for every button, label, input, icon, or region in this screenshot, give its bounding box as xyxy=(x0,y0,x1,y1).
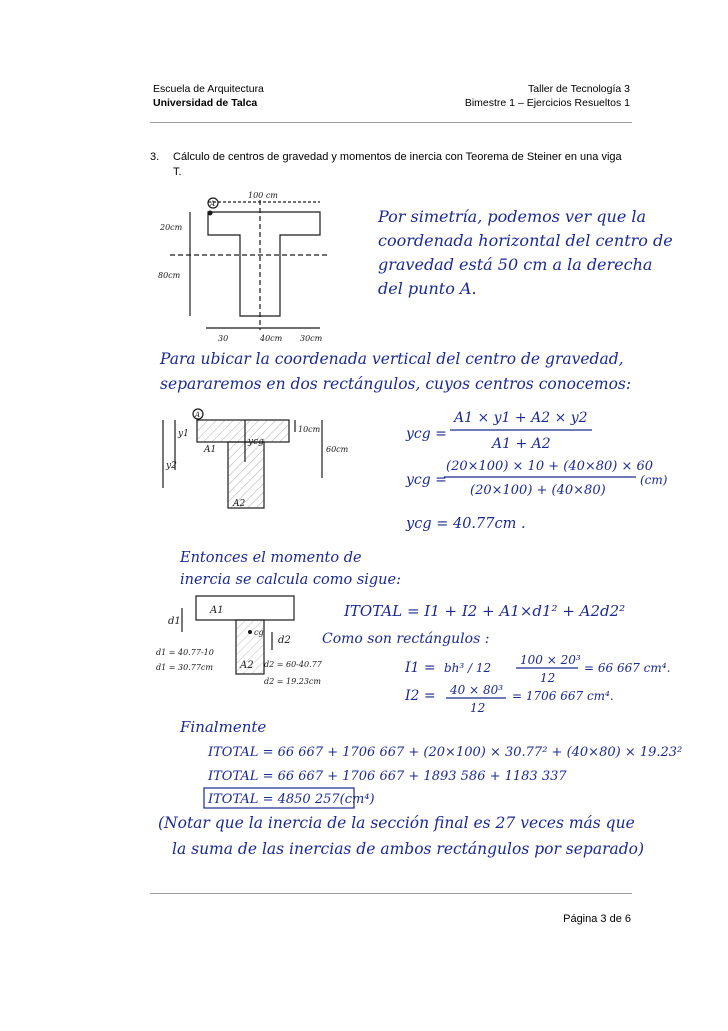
moment-line-1: Entonces el momento de xyxy=(180,550,362,566)
fig3-d1a: d1 = 40.77-10 xyxy=(156,648,214,657)
eq1-lhs: ycg = xyxy=(406,426,447,442)
fig2-dim60: 60cm xyxy=(326,445,349,454)
problem-number: 3. xyxy=(150,151,160,163)
final-calculation xyxy=(204,745,682,808)
vertical-line-2: separaremos en dos rectángulos, cuyos centros conocemos: xyxy=(160,375,632,393)
fig2-y1: y1 xyxy=(178,429,189,439)
note-line-1: (Notar que la inercia de la sección final es 27 veces más que xyxy=(158,814,635,832)
eq2-den: (20×100) + (40×80) xyxy=(470,483,606,498)
fig2-point-a: A xyxy=(195,411,201,419)
university-name: Universidad de Talca xyxy=(153,97,258,109)
fig3-a1: A1 xyxy=(210,605,224,616)
rectangles-note: Como son rectángulos : xyxy=(322,631,490,647)
i2-den: 12 xyxy=(470,701,486,715)
eq3-result: ycg = 40.77cm . xyxy=(406,516,526,532)
point-a-label: A xyxy=(210,200,216,208)
eq2-num: (20×100) × 10 + (40×80) × 60 xyxy=(446,459,654,474)
fig3-d2b: d2 = 19.23cm xyxy=(264,677,321,686)
eq2-lhs: ycg = xyxy=(406,472,447,488)
symmetry-paragraph xyxy=(377,207,673,298)
i1-num: 100 × 20³ xyxy=(520,653,581,667)
symmetry-line-2: coordenada horizontal del centro de xyxy=(378,231,673,250)
i2-num: 40 × 80³ xyxy=(450,683,504,697)
course-subtitle: Bimestre 1 – Ejercicios Resueltos 1 xyxy=(464,97,630,109)
page-number: Página 3 de 6 xyxy=(563,913,631,925)
note-line-2: la suma de las inercias de ambos rectángulos por separado) xyxy=(172,840,645,858)
i1-lhs: I1 = xyxy=(405,660,436,676)
dim-flange: 20cm xyxy=(160,223,183,232)
symmetry-line-3: gravedad está 50 cm a la derecha xyxy=(378,255,653,274)
dim-b1: 30 xyxy=(218,334,229,343)
dim-top: 100 cm xyxy=(248,191,278,200)
i2-result: = 1706 667 cm⁴. xyxy=(512,689,614,703)
final-label: Finalmente xyxy=(180,718,267,736)
eq1-num: A1 × y1 + A2 × y2 xyxy=(454,410,588,426)
fig3-d1: d1 xyxy=(168,616,181,627)
symmetry-line-4: del punto A. xyxy=(378,279,477,298)
i1-formula: bh³ / 12 xyxy=(444,661,492,675)
t-section-figure xyxy=(158,191,330,343)
moment-line-2: inercia se calcula como sigue: xyxy=(180,572,401,588)
inertia-equations xyxy=(322,602,670,715)
dim-b2: 40cm xyxy=(260,334,283,343)
eq2-unit: (cm) xyxy=(640,473,668,487)
final-line-3: ITOTAL = 4850 257(cm⁴) xyxy=(208,792,375,807)
final-line-1: ITOTAL = 66 667 + 1706 667 + (20×100) × 30.77² + (40×80) × 19.23² xyxy=(208,745,683,760)
fig3-d1b: d1 = 30.77cm xyxy=(156,663,213,672)
vertical-line-1: Para ubicar la coordenada vertical del centro de gravedad, xyxy=(160,350,624,368)
steiner-figure xyxy=(156,596,323,686)
dim-b3: 30cm xyxy=(300,334,323,343)
fig3-d2a: d2 = 60-40.77 xyxy=(264,660,322,669)
dim-web: 80cm xyxy=(158,271,181,280)
fig2-y2: y2 xyxy=(166,461,177,471)
centroid-equations xyxy=(405,410,668,532)
school-name: Escuela de Arquitectura xyxy=(153,83,264,95)
split-rectangles-figure xyxy=(163,409,349,509)
itotal-formula: ITOTAL = I1 + I2 + A1×d1² + A2d2² xyxy=(344,602,626,620)
symmetry-line-1: Por simetría, podemos ver que la xyxy=(378,207,647,226)
i2-lhs: I2 = xyxy=(405,688,436,704)
fig3-a2: A2 xyxy=(240,660,254,671)
fig2-dim10: 10cm xyxy=(298,425,321,434)
fig3-cg: cg xyxy=(254,628,264,637)
fig2-a2: A2 xyxy=(233,499,246,509)
problem-text: Cálculo de centros de gravedad y momentos de inercia con Teorema de Steiner en una viga T. xyxy=(173,151,622,178)
fig3-d2: d2 xyxy=(278,635,291,646)
i1-den: 12 xyxy=(540,671,556,685)
i1-result: = 66 667 cm⁴. xyxy=(584,661,671,675)
final-line-2: ITOTAL = 66 667 + 1706 667 + 1893 586 + 1183 337 xyxy=(208,769,567,784)
course-name: Taller de Tecnología 3 xyxy=(528,83,630,95)
fig2-ycg: ycg xyxy=(248,437,264,447)
eq1-den: A1 + A2 xyxy=(492,436,551,452)
fig2-a1: A1 xyxy=(204,445,217,455)
point-a-marker xyxy=(208,211,213,216)
footer-divider xyxy=(150,893,632,894)
